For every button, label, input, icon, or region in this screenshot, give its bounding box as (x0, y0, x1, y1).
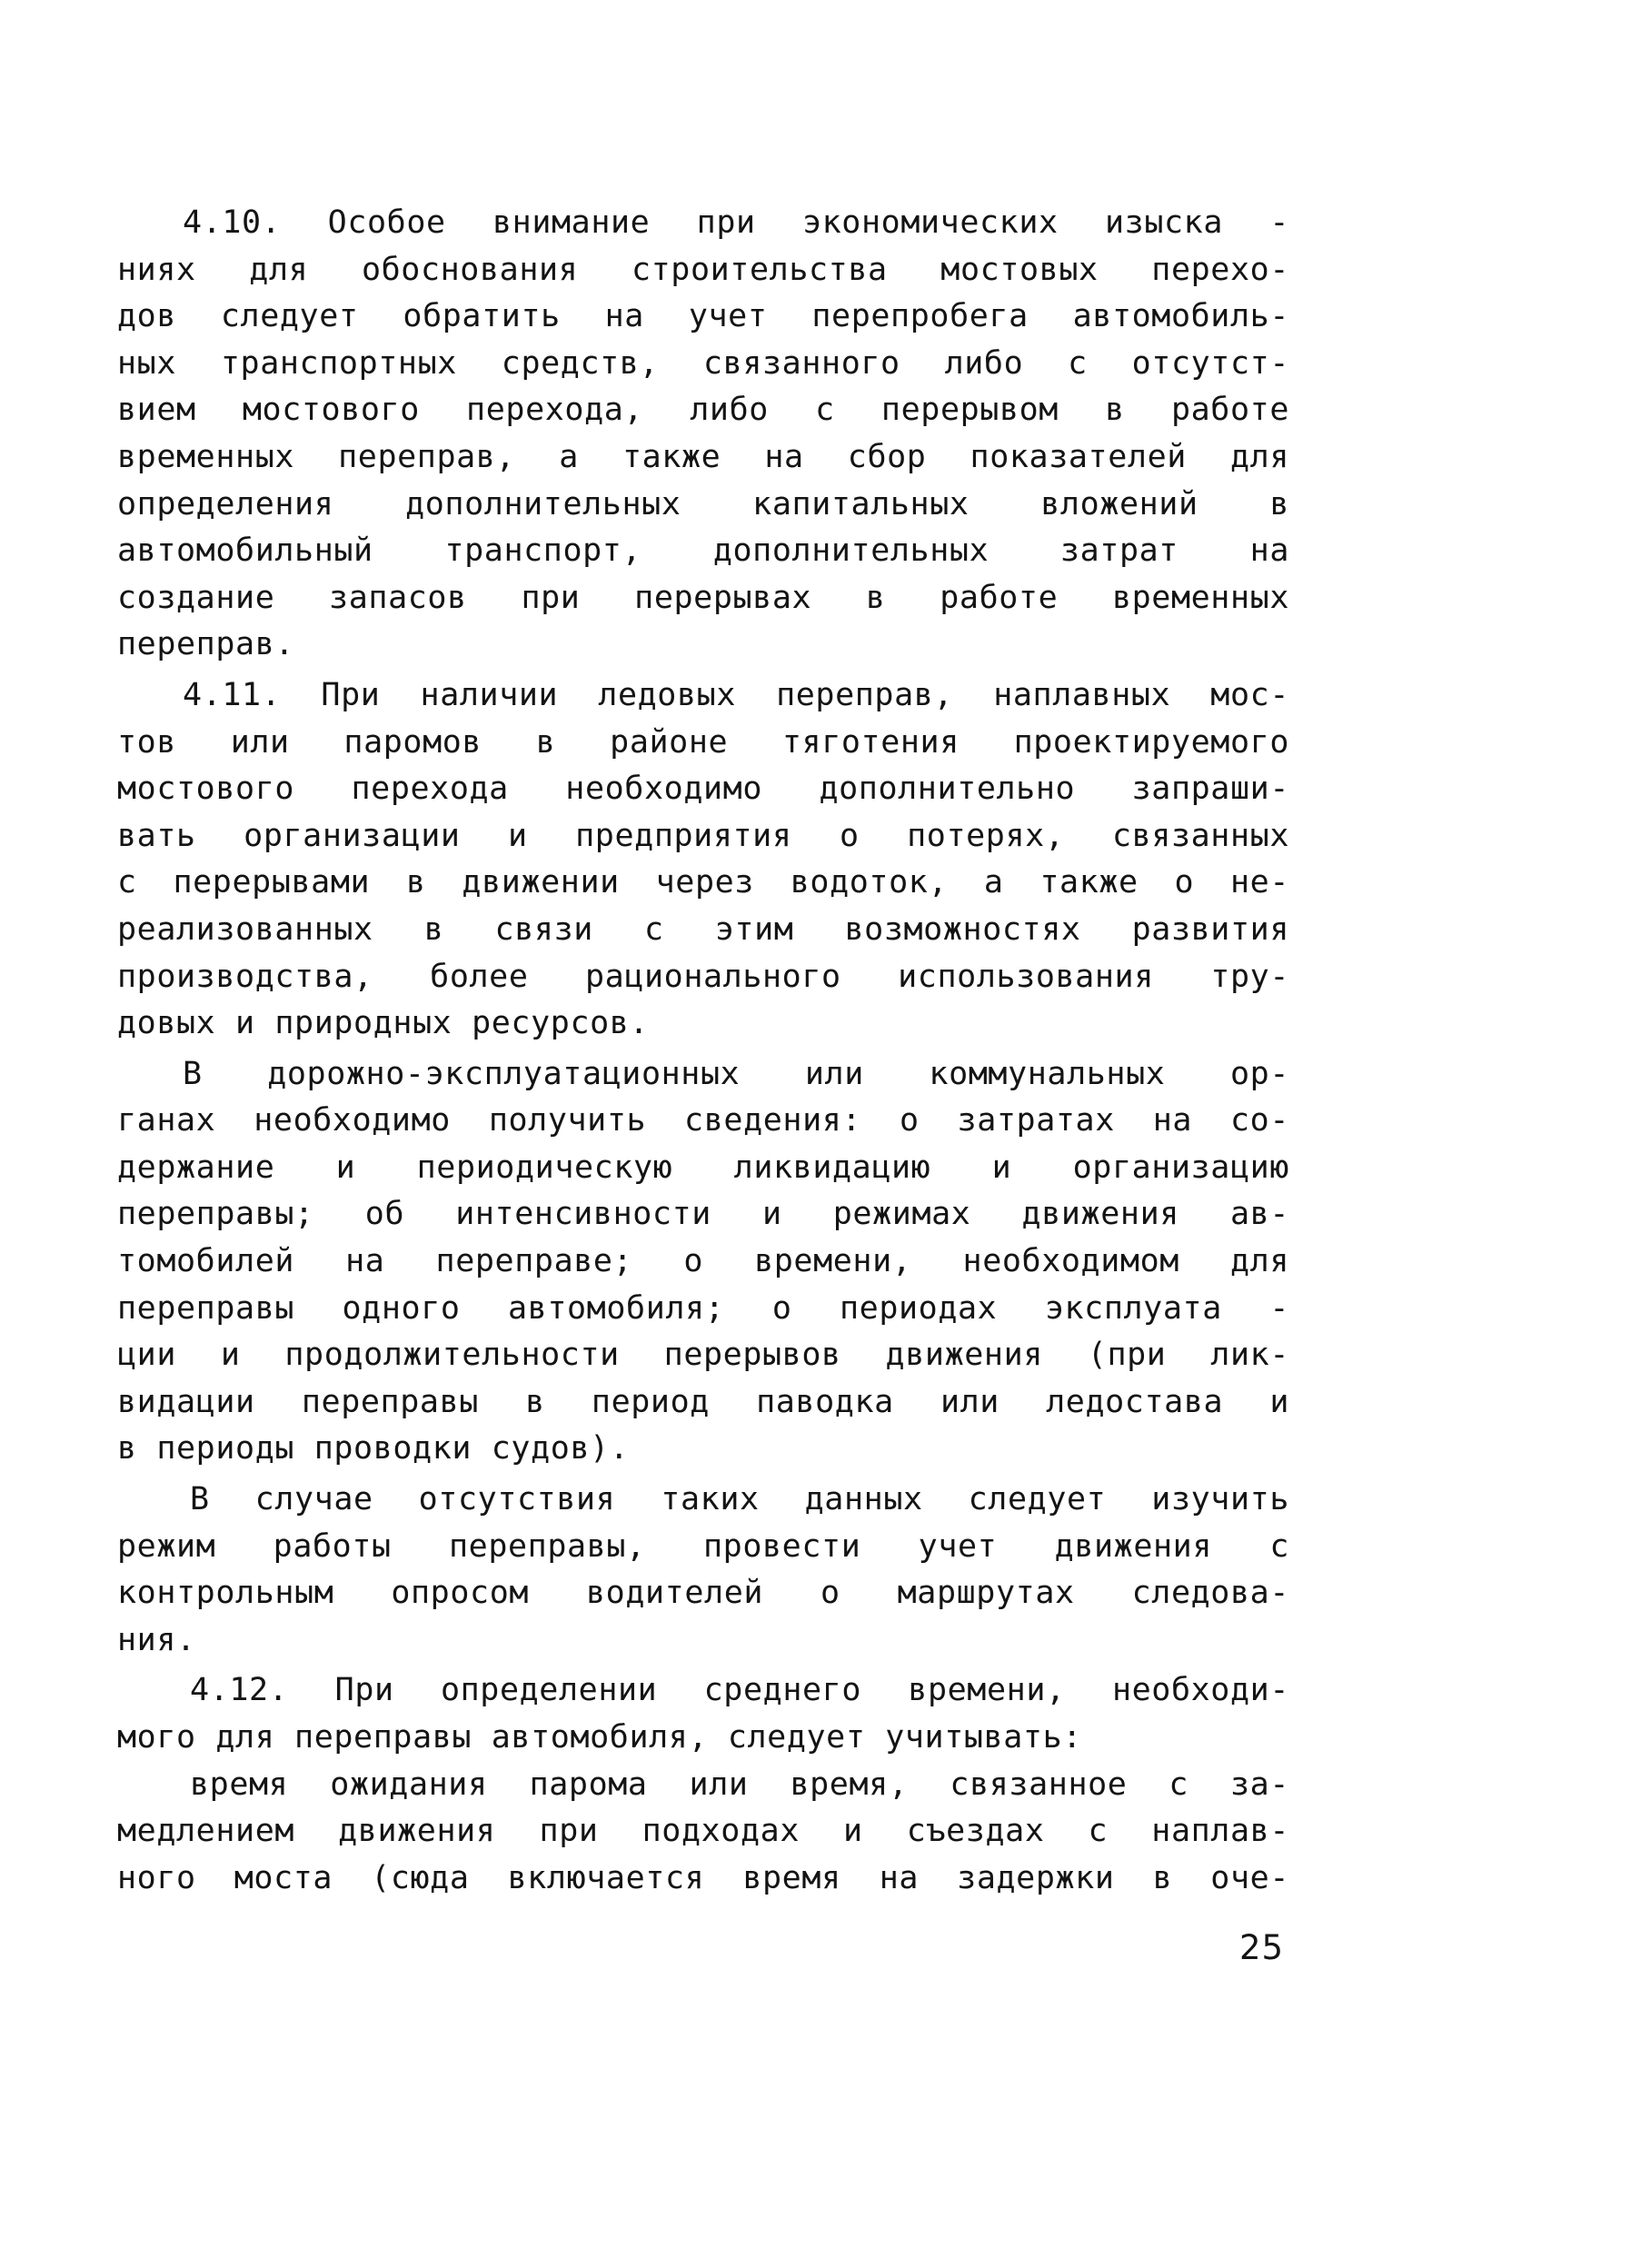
paragraph-waiting-time-line: медлением движения при подходах и съездах с наплав- (117, 1813, 1289, 1850)
paragraph-no-data-line: режим работы переправы, провести учет движения с (117, 1527, 1289, 1565)
paragraph-road-agencies-line: держание и периодическую ликвидацию и организацию (117, 1149, 1289, 1186)
paragraph-4-10-line: 4.10. Особое внимание при экономических изыска - (183, 204, 1289, 241)
paragraph-4-12-line: 4.12. При определении среднего времени, необходи- (190, 1672, 1289, 1709)
paragraph-no-data-line: контрольным опросом водителей о маршрутах следова- (117, 1575, 1289, 1612)
paragraph-road-agencies-line: ции и продолжительности перерывов движения (при лик- (117, 1337, 1289, 1374)
paragraph-road-agencies-line: В дорожно-эксплуатационных или коммунальных ор- (183, 1055, 1289, 1092)
paragraph-4-11-line: 4.11. При наличии ледовых переправ, наплавных мос- (183, 676, 1289, 713)
paragraph-no-data-line: ния. (117, 1621, 196, 1658)
paragraph-waiting-time-line: время ожидания парома или время, связанное с за- (190, 1766, 1289, 1803)
paragraph-4-10-line: автомобильный транспорт, дополнительных затрат на (117, 532, 1289, 570)
paragraph-4-12-line: мого для переправы автомобиля, следует учитывать: (117, 1719, 1082, 1756)
paragraph-4-11-line: довых и природных ресурсов. (117, 1005, 650, 1042)
paragraph-4-10-line: переправ. (117, 626, 295, 663)
paragraph-4-11-line: вать организации и предприятия о потерях, связанных (117, 817, 1289, 854)
paragraph-4-11-line: мостового перехода необходимо дополнительно запраши- (117, 771, 1289, 808)
paragraph-4-11-line: с перерывами в движении через водоток, а также о не- (117, 864, 1289, 901)
paragraph-4-11-line: производства, более рационального использования тру- (117, 958, 1289, 995)
paragraph-4-11-line: реализованных в связи с этим возможностях развития (117, 910, 1289, 948)
paragraph-4-10-line: создание запасов при перерывах в работе временных (117, 579, 1289, 616)
paragraph-road-agencies-line: видации переправы в период паводка или ледостава и (117, 1383, 1289, 1420)
paragraph-4-10-line: вием мостового перехода, либо с перерывом в работе (117, 392, 1289, 429)
paragraph-4-10-line: ных транспортных средств, связанного либо с отсутст- (117, 344, 1289, 382)
paragraph-road-agencies-line: ганах необходимо получить сведения: о затратах на со- (117, 1102, 1289, 1139)
paragraph-4-10-line: определения дополнительных капитальных вложений в (117, 485, 1289, 522)
paragraph-road-agencies-line: в периоды проводки судов). (117, 1430, 630, 1467)
paragraph-waiting-time-line: ного моста (сюда включается время на задержки в оче- (117, 1859, 1289, 1896)
paragraph-4-10-line: временных переправ, а также на сбор показателей для (117, 438, 1289, 475)
paragraph-no-data-line: В случае отсутствия таких данных следует изучить (190, 1481, 1289, 1518)
body-text (117, 200, 1289, 1902)
paragraph-road-agencies-line: переправы; об интенсивности и режимах движения ав- (117, 1196, 1289, 1233)
paragraph-4-10-line: дов следует обратить на учет перепробега автомобиль- (117, 298, 1289, 335)
paragraph-4-10-line: ниях для обоснования строительства мостовых перехо- (117, 251, 1289, 288)
page-number: 25 (1239, 1928, 1285, 1967)
paragraph-road-agencies-line: томобилей на переправе; о времени, необходимом для (117, 1243, 1289, 1280)
paragraph-4-11-line: тов или паромов в районе тяготения проектируемого (117, 723, 1289, 761)
paragraph-road-agencies-line: переправы одного автомобиля; о периодах эксплуата - (117, 1289, 1289, 1327)
